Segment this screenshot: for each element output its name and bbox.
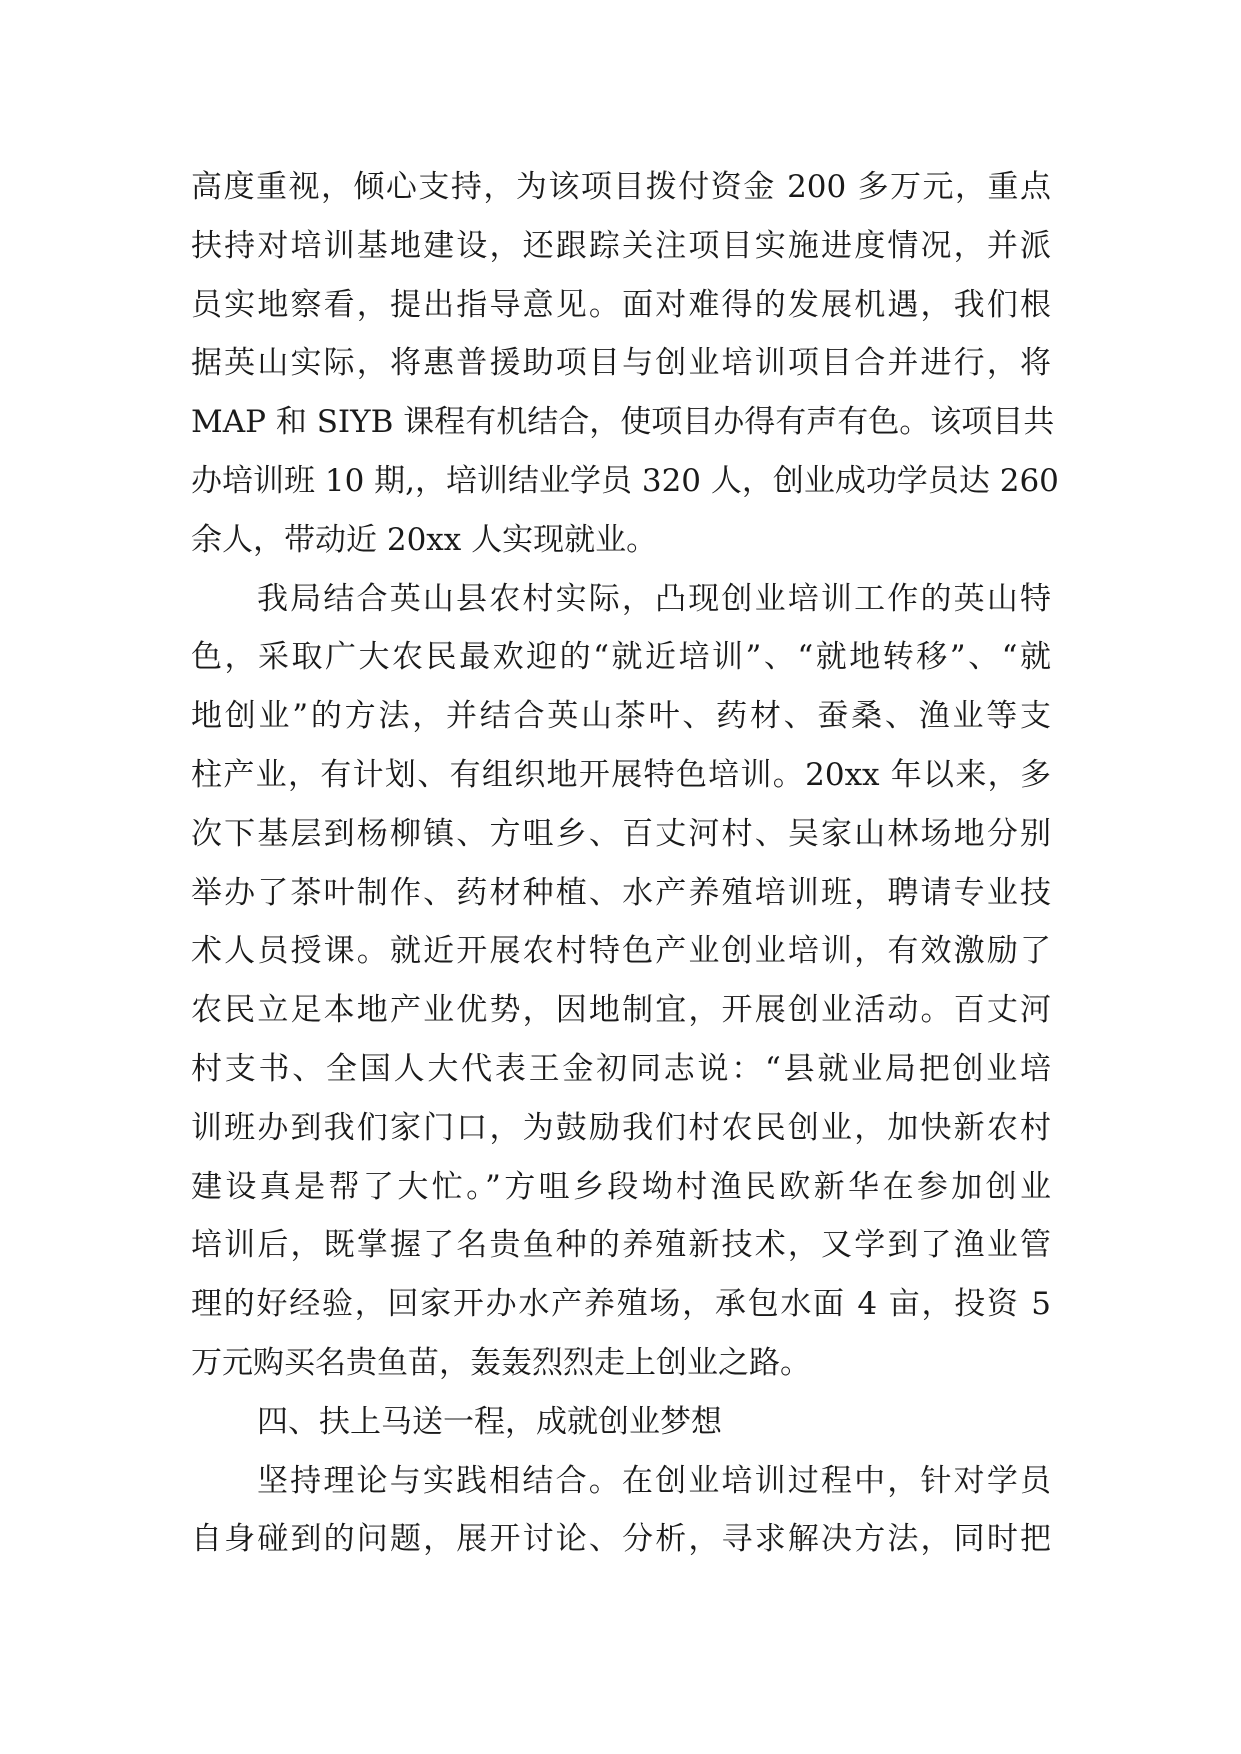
- text-line: 高度重视，倾心支持，为该项目拨付资金 200 多万元，重点: [191, 169, 1051, 205]
- text-line: 办培训班 10 期,，培训结业学员 320 人，创业成功学员达 260: [191, 462, 1059, 499]
- text-line: 自身碰到的问题，展开讨论、分析，寻求解决方法，同时把: [191, 1521, 1051, 1558]
- text-line: 地创业”的方法，并结合英山茶叶、药材、蚕桑、渔业等支: [191, 698, 1051, 735]
- text-line: 术人员授课。就近开展农村特色产业创业培训，有效激励了: [191, 933, 1051, 970]
- text-line: 举办了茶叶制作、药材种植、水产养殖培训班，聘请专业技: [191, 874, 1051, 911]
- text-line: 余人，带动近 20xx 人实现就业。: [191, 521, 658, 558]
- text-line: 建设真是帮了大忙。”方咀乡段坳村渔民欧新华在参加创业: [191, 1168, 1051, 1205]
- text-line: 柱产业，有计划、有组织地开展特色培训。20xx 年以来，多: [191, 756, 1051, 793]
- text-line: 色，采取广大农民最欢迎的“就近培训”、“就地转移”、“就: [191, 639, 1051, 676]
- paragraph-start-line: 我局结合英山县农村实际，凸现创业培训工作的英山特: [257, 580, 1051, 617]
- text-line: 次下基层到杨柳镇、方咀乡、百丈河村、吴家山林场地分别: [191, 815, 1051, 852]
- paragraph-start-line: 坚持理论与实践相结合。在创业培训过程中，针对学员: [257, 1462, 1051, 1499]
- body-text: [191, 158, 1059, 1569]
- text-line: 扶持对培训基地建设，还跟踪关注项目实施进度情况，并派: [191, 227, 1051, 264]
- text-line: MAP 和 SIYB 课程有机结合，使项目办得有声有色。该项目共: [191, 404, 1055, 441]
- text-line: 理的好经验，回家开办水产养殖场，承包水面 4 亩，投资 5: [191, 1286, 1051, 1323]
- text-line: 村支书、全国人大代表王金初同志说：“县就业局把创业培: [191, 1050, 1051, 1087]
- section-heading: 四、扶上马送一程，成就创业梦想: [257, 1403, 722, 1440]
- text-line: 培训后，既掌握了名贵鱼种的养殖新技术，又学到了渔业管: [191, 1227, 1051, 1264]
- text-line: 农民立足本地产业优势，因地制宜，开展创业活动。百丈河: [191, 992, 1051, 1029]
- text-line: 训班办到我们家门口，为鼓励我们村农民创业，加快新农村: [191, 1109, 1051, 1146]
- text-line: 员实地察看，提出指导意见。面对难得的发展机遇，我们根: [191, 286, 1051, 323]
- text-line: 万元购买名贵鱼苗，轰轰烈烈走上创业之路。: [191, 1344, 811, 1381]
- text-line: 据英山实际，将惠普援助项目与创业培训项目合并进行，将: [191, 345, 1051, 382]
